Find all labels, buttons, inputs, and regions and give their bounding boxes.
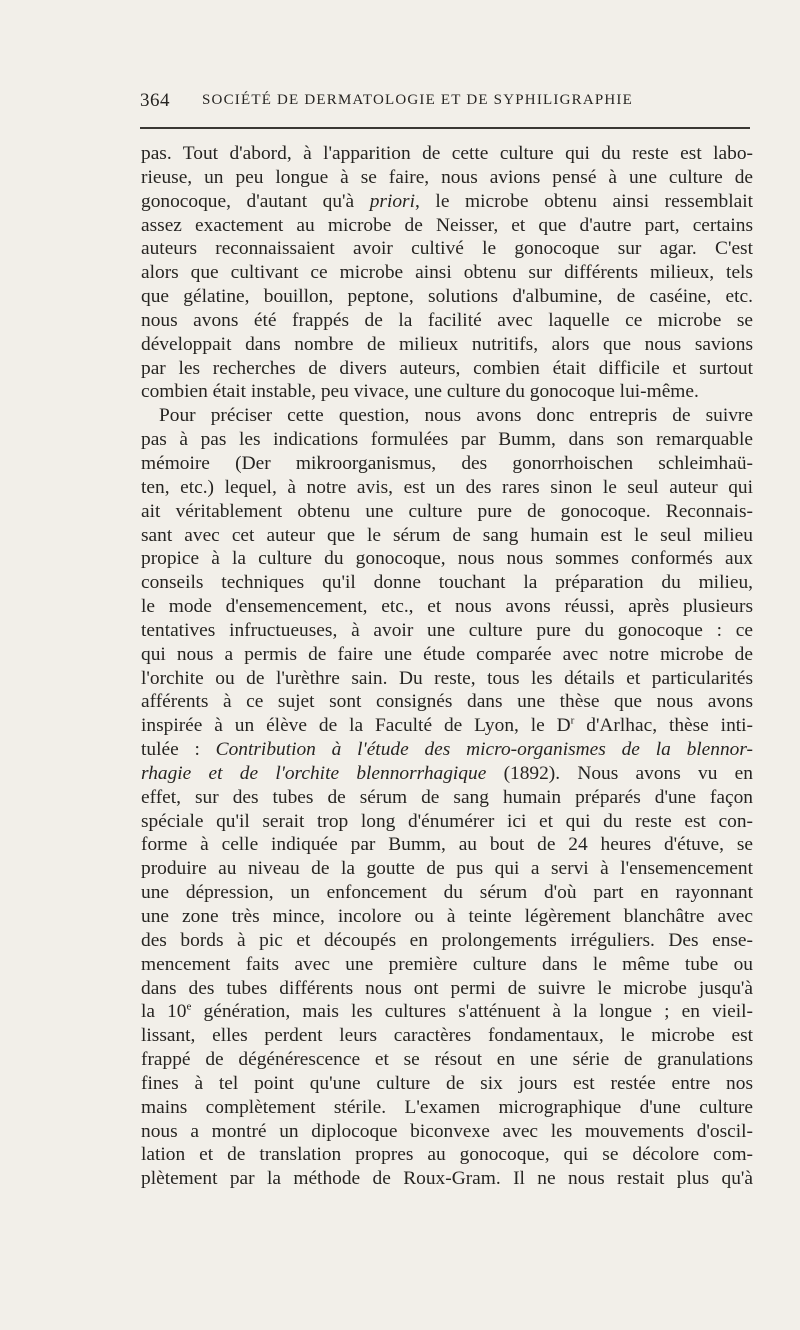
- text-line: une dépression, un enfoncement du sérum d'où part en rayonnant: [141, 882, 753, 904]
- text-line: mémoire (Der mikroorganismus, des gonorrhoischen schleimhaü-: [141, 452, 753, 474]
- text-line: que gélatine, bouillon, peptone, solutions d'albumine, de caséine, etc.: [141, 286, 753, 308]
- text-line: sant avec cet auteur que le sérum de sang humain est le seul milieu: [141, 524, 753, 546]
- page-header: [140, 90, 755, 112]
- text-span: (1892). Nous avons vu en: [486, 762, 753, 784]
- text-line: nous a montré un diplocoque biconvexe avec les mouvements d'oscil-: [141, 1120, 753, 1142]
- text-line: produire au niveau de la goutte de pus qui a servi à l'ensemencement: [141, 858, 753, 880]
- text-line: ten, etc.) lequel, à notre avis, est un des rares sinon le seul auteur qui: [141, 476, 753, 498]
- text-line: auteurs reconnaissaient avoir cultivé le gonocoque sur agar. C'est: [141, 238, 753, 260]
- text-line: [141, 1000, 753, 1024]
- text-line: [141, 738, 753, 762]
- text-line: Pour préciser cette question, nous avons donc entrepris de suivre: [159, 405, 753, 427]
- text-line: lissant, elles perdent leurs caractères fondamentaux, le microbe est: [141, 1025, 753, 1047]
- text-span: gonocoque, d'autant qu'à: [141, 190, 370, 212]
- text-line: rieuse, un peu longue à se faire, nous avions pensé à une culture de: [141, 166, 753, 188]
- italic-text: Contribution à l'étude des micro-organismes de la blennor-: [215, 739, 753, 761]
- text-line: forme à celle indiquée par Bumm, au bout de 24 heures d'étuve, se: [141, 834, 753, 856]
- text-line: propice à la culture du gonocoque, nous nous sommes conformés aux: [141, 548, 753, 570]
- body-text: [141, 142, 753, 1191]
- text-line: spéciale qu'il serait trop long d'énumérer ici et qui du reste est con-: [141, 810, 753, 832]
- running-title: SOCIÉTÉ DE DERMATOLOGIE ET DE SYPHILIGRAPHIE: [202, 92, 633, 108]
- text-line: qui nous a permis de faire une étude comparée avec notre microbe de: [141, 643, 753, 665]
- superscript: r: [570, 714, 575, 727]
- text-line: alors que cultivant ce microbe ainsi obtenu sur différents milieux, tels: [141, 262, 753, 284]
- text-line: [141, 762, 753, 786]
- text-line: afférents à ce sujet sont consignés dans une thèse que nous avons: [141, 691, 753, 713]
- text-line: [141, 190, 753, 214]
- text-line: effet, sur des tubes de sérum de sang humain préparés d'une façon: [141, 786, 753, 808]
- text-line: pas à pas les indications formulées par Bumm, dans son remarquable: [141, 429, 753, 451]
- text-span: tulée :: [141, 739, 216, 761]
- text-span: inspirée à un élève de la Faculté de Lyon, le D: [141, 715, 571, 737]
- text-line: l'orchite ou de l'urèthre sain. Du reste, tous les détails et particularités: [141, 667, 753, 689]
- text-line: ait véritablement obtenu une culture pure de gonocoque. Reconnais-: [141, 500, 753, 522]
- text-span: d'Arlhac, thèse inti-: [574, 715, 753, 737]
- text-line: plètement par la méthode de Roux-Gram. Il ne nous restait plus qu'à: [141, 1168, 753, 1190]
- text-line: dans des tubes différents nous ont permi de suivre le microbe jusqu'à: [141, 977, 753, 999]
- text-span: la 10: [141, 1001, 187, 1023]
- text-span: génération, mais les cultures s'atténuent à la longue ; en vieil-: [191, 1001, 753, 1023]
- text-line: assez exactement au microbe de Neisser, et que d'autre part, certains: [141, 214, 753, 236]
- text-line: [141, 714, 753, 738]
- text-line: une zone très mince, incolore ou à teinte légèrement blanchâtre avec: [141, 906, 753, 927]
- text-line: nous avons été frappés de la facilité avec laquelle ce microbe se: [141, 309, 753, 331]
- page-number: 364: [140, 90, 170, 111]
- header-rule: [140, 127, 750, 129]
- text-line: mencement faits avec une première culture dans le même tube ou: [141, 953, 753, 975]
- text-line: lation et de translation propres au gonocoque, qui se décolore com-: [141, 1144, 753, 1166]
- text-line: tentatives infructueuses, à avoir une culture pure du gonocoque : ce: [141, 619, 753, 641]
- text-line: mains complètement stérile. L'examen micrographique d'une culture: [141, 1096, 753, 1118]
- text-line: le mode d'ensemencement, etc., et nous avons réussi, après plusieurs: [141, 596, 753, 618]
- italic-text: priori: [369, 190, 415, 212]
- text-span: , le microbe obtenu ainsi ressemblait: [415, 190, 753, 212]
- text-line: frappé de dégénérescence et se résout en une série de granulations: [141, 1049, 753, 1071]
- text-line: pas. Tout d'abord, à l'apparition de cette culture qui du reste est labo-: [141, 143, 753, 164]
- italic-text: rhagie et de l'orchite blennorrhagique: [141, 762, 487, 784]
- text-line: par les recherches de divers auteurs, combien était difficile et surtout: [141, 357, 753, 379]
- superscript: e: [186, 1000, 192, 1013]
- text-line: fines à tel point qu'une culture de six jours est restée entre nos: [141, 1072, 753, 1094]
- text-line: conseils techniques qu'il donne touchant la préparation du milieu,: [141, 572, 753, 594]
- text-line: des bords à pic et découpés en prolongements irréguliers. Des ense-: [141, 929, 753, 951]
- text-line: combien était instable, peu vivace, une culture du gonocoque lui-même.: [141, 381, 699, 403]
- text-line: développait dans nombre de milieux nutritifs, alors que nous savions: [141, 333, 753, 355]
